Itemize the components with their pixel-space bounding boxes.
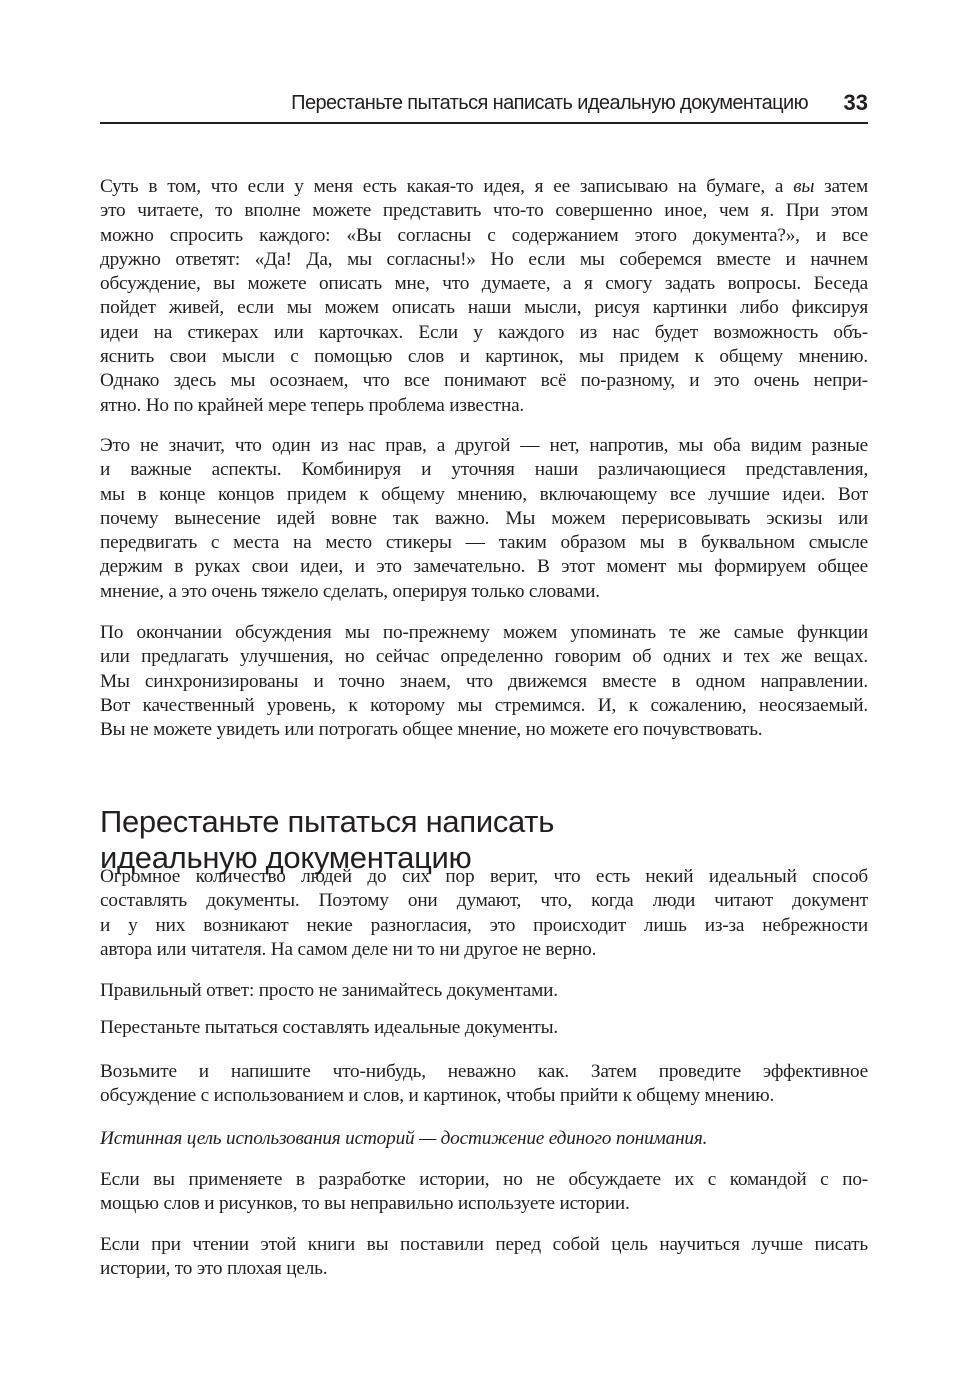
text-line: яснить свои мысли с помощью слов и картинок, мы придем к общему мнению.: [100, 346, 868, 368]
text-line: идеи на стикерах или карточках. Если у каждого из нас будет возможность объ-: [100, 321, 868, 343]
text-line: это читаете, то вполне можете представить что-то совершенно иное, чем я. При этом: [100, 200, 868, 222]
text-line: Огромное количество людей до сих пор верит, что есть некий идеальный способ: [100, 866, 868, 887]
text-line: Однако здесь мы осознаем, что все понимают всё по-разному, и это очень непри-: [100, 370, 868, 392]
paragraph: [100, 1233, 868, 1282]
text-line: мы в конце концов придем к общему мнению, включающему все лучшие идеи. Вот: [100, 483, 868, 505]
text-line: Истинная цель использования историй — достижение единого понимания.: [100, 1128, 708, 1149]
text-line: мощью слов и рисунков, то вы неправильно используете истории.: [100, 1193, 630, 1215]
text-line: обсуждение с использованием и слов, и картинок, чтобы прийти к общему мнению.: [100, 1085, 775, 1107]
paragraph: [100, 1016, 868, 1040]
paragraph: [100, 1060, 868, 1109]
paragraph: [100, 621, 868, 742]
text-line: обсуждение, вы можете описать мне, что думаете, а я смогу задать вопросы. Беседа: [100, 273, 868, 295]
text-line: и у них возникают некие разногласия, это происходит лишь из-за небрежности: [100, 914, 868, 936]
text-line: Возьмите и напишите что-нибудь, неважно как. Затем проведите эффективное: [100, 1061, 868, 1082]
text-line: можно спросить каждого: «Вы согласны с содержанием этого документа?», и все: [100, 224, 868, 246]
text-line: передвигать с места на место стикеры — таким образом мы в буквальном смысле: [100, 532, 868, 554]
text-line: Мы синхронизированы и точно знаем, что движемся вместе в одном направлении.: [100, 670, 868, 692]
text-line: Перестаньте пытаться составлять идеальные документы.: [100, 1017, 558, 1038]
text-line: почему вынесение идей вовне так важно. Мы можем перерисовывать эскизы или: [100, 507, 868, 529]
text-line: Это не значит, что один из нас прав, а другой — нет, напротив, мы оба видим разные: [100, 435, 868, 456]
text-line: или предлагать улучшения, но сейчас определенно говорим об одних и тех же вещах.: [100, 646, 868, 668]
text-line: держим в руках свои идеи, и это замечательно. В этот момент мы формируем общее: [100, 556, 868, 578]
text-line: Правильный ответ: просто не занимайтесь документами.: [100, 980, 558, 1001]
text-line: дружно ответят: «Да! Да, мы согласны!» Но если мы соберемся вместе и начнем: [100, 248, 868, 270]
paragraph: [100, 865, 868, 962]
text-line: Если вы применяете в разработке истории, но не обсуждаете их с командой с по-: [100, 1169, 868, 1190]
running-title: Перестаньте пытаться написать идеальную документацию: [291, 92, 808, 114]
section-heading: [100, 804, 554, 876]
text-line: пойдет живей, если мы можем описать наши мысли, рисуя картинки либо фиксируя: [100, 297, 868, 319]
paragraph: [100, 175, 868, 418]
text-line: и важные аспекты. Комбинируя и уточняя наши различающиеся представления,: [100, 459, 868, 481]
text-line: По окончании обсуждения мы по-прежнему можем упоминать те же самые функции: [100, 622, 868, 643]
text-line: мнение, а это очень тяжело сделать, оперируя только словами.: [100, 580, 600, 602]
text-line: истории, то это плохая цель.: [100, 1258, 328, 1280]
running-header: [100, 88, 868, 124]
pull-quote: [100, 1127, 868, 1151]
text-line: Вот качественный уровень, к которому мы стремимся. И, к сожалению, неосязаемый.: [100, 694, 868, 716]
section-heading-line: Перестаньте пытаться написать: [100, 803, 555, 839]
page-number: 33: [843, 90, 868, 115]
paragraph: [100, 979, 868, 1003]
text-line: Если при чтении этой книги вы поставили перед собой цель научиться лучше писать: [100, 1234, 868, 1255]
text-line: автора или читателя. На самом деле ни то ни другое не верно.: [100, 938, 597, 960]
text-line: составлять документы. Поэтому они думают, что, когда люди читают документ: [100, 890, 868, 912]
paragraph: [100, 434, 868, 604]
paragraph: [100, 1168, 868, 1217]
text-line: Суть в том, что если у меня есть какая-то идея, я ее записываю на бумаге, а вы затем: [100, 176, 869, 197]
text-line: Вы не можете увидеть или потрогать общее мнение, но можете его почувствовать.: [100, 719, 763, 741]
text-line: ятно. Но по крайней мере теперь проблема известна.: [100, 394, 525, 416]
section-heading-line: идеальную документацию: [100, 839, 472, 875]
